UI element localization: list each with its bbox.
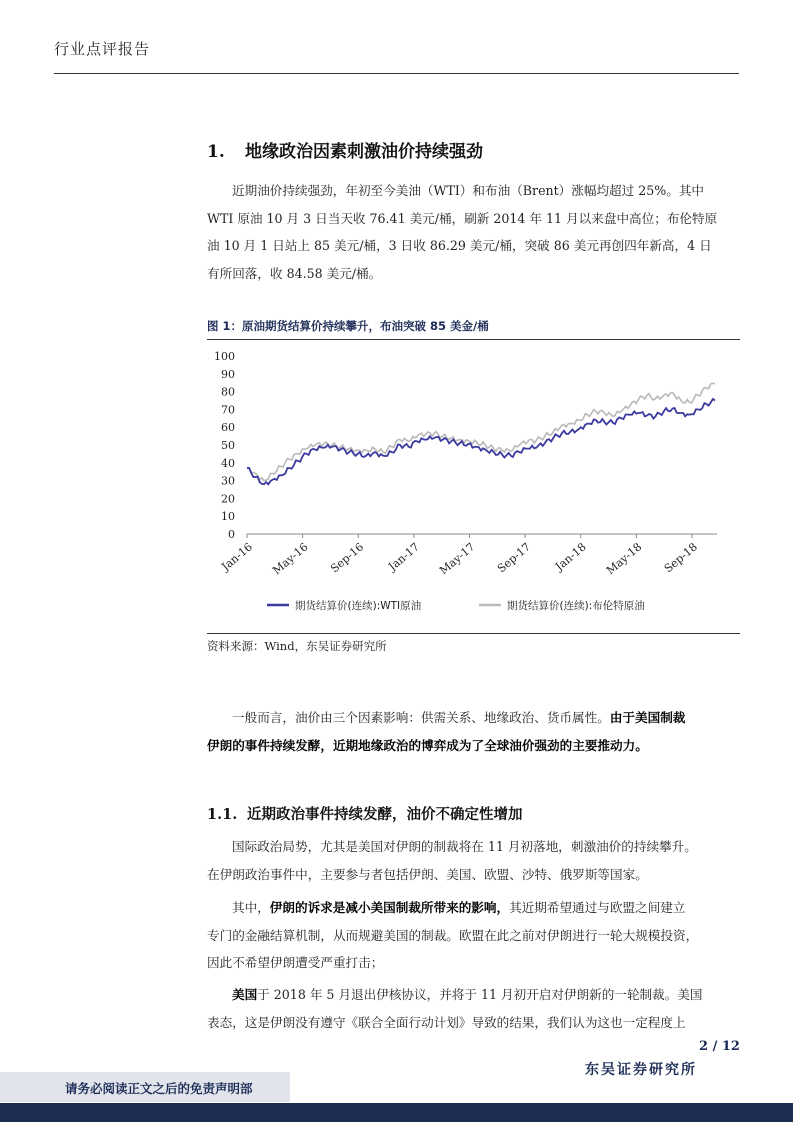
para4-line2: 专门的金融结算机制，从而规避美国的制裁。欧盟在此之前对伊朗进行一轮大规模投资， xyxy=(207,927,699,943)
paragraph-5 xyxy=(207,981,737,1036)
org-name: 东吴证券研究所 xyxy=(585,1062,697,1078)
x-tick-label: May-16 xyxy=(270,540,311,578)
figure-source: 资料来源：Wind，东吴证券研究所 xyxy=(207,639,387,653)
section-1-heading xyxy=(207,137,483,162)
section-1-number: 1. xyxy=(207,142,225,162)
paragraph-4 xyxy=(207,894,737,977)
para1-line: 油 10 月 1 日站上 85 美元/桶，3 日收 86.29 美元/桶，突破 86 美元再创四年新高，4 日 xyxy=(207,238,712,253)
legend-label: 期货结算价(连续):布伦特原油 xyxy=(507,600,645,612)
x-tick-label: May-17 xyxy=(437,540,478,578)
para1-line: 近期油价持续强劲，年初至今美油（WTI）和布油（Brent）涨幅均超过 25%。其中 xyxy=(232,183,705,198)
y-tick-label: 0 xyxy=(228,528,235,541)
y-tick-label: 60 xyxy=(221,421,235,435)
section-1-1-title: 近期政治事件持续发酵，油价不确定性增加 xyxy=(247,806,523,823)
figure-frame xyxy=(207,339,740,634)
y-tick-label: 20 xyxy=(221,492,235,506)
para4-line3: 因此不希望伊朗遭受严重打击； xyxy=(207,955,384,970)
brent-series-line xyxy=(247,383,715,480)
y-tick-label: 50 xyxy=(221,439,235,452)
paragraph-3 xyxy=(207,833,737,888)
wti-series-line xyxy=(247,399,715,484)
x-tick-label: Sep-16 xyxy=(328,540,367,576)
header-rule xyxy=(54,73,739,74)
para4-line1 xyxy=(207,894,737,922)
y-tick-label: 10 xyxy=(221,510,235,524)
y-tick-label: 30 xyxy=(221,474,235,488)
section-1-1-number: 1.1. xyxy=(207,806,238,823)
para5-line2: 表态，这是伊朗没有遵守《联合全面行动计划》导致的结果，我们认为这也一定程度上 xyxy=(207,1014,686,1030)
y-tick-label: 90 xyxy=(221,367,235,381)
legend-label: 期货结算价(连续):WTI原油 xyxy=(295,600,422,612)
para3-line: 在伊朗政治事件中，主要参与者包括伊朗、美国、欧盟、沙特、俄罗斯等国家。 xyxy=(207,866,648,882)
para2-line1 xyxy=(207,704,737,732)
oil-price-chart xyxy=(207,340,740,633)
y-tick-label: 80 xyxy=(221,385,235,399)
section-1-paragraph xyxy=(207,177,737,287)
para2-bold2: 伊朗的事件持续发酵，近期地缘政治的博弈成为了全球油价强劲的主要推动力。 xyxy=(207,737,648,753)
x-tick-label: Sep-17 xyxy=(494,540,534,576)
para5-rest: 于 2018 年 5 月退出伊核协议，并将于 11 月初开启对伊朗新的一轮制裁。美国 xyxy=(257,987,703,1002)
disclaimer-text: 请务必阅读正文之后的免责声明部 xyxy=(65,1081,253,1096)
x-tick-label: Jan-17 xyxy=(386,540,422,574)
para1-line: WTI 原油 10 月 3 日当天收 76.41 美元/桶，刷新 2014 年 11 月以来盘中高位；布伦特原 xyxy=(207,210,718,226)
para2-bold1: 由于美国制裁 xyxy=(609,710,686,725)
x-tick-label: May-18 xyxy=(603,540,645,578)
disclaimer-banner xyxy=(0,1072,290,1102)
para4-rest: 其近期希望通过与欧盟之间建立 xyxy=(509,900,686,915)
footer-bar xyxy=(0,1103,793,1122)
y-tick-label: 40 xyxy=(221,456,235,470)
y-tick-label: 100 xyxy=(214,350,235,363)
para3-line: 国际政治局势，尤其是美国对伊朗的制裁将在 11 月初落地，刺激油价的持续攀升。 xyxy=(232,839,697,854)
paragraph-2 xyxy=(207,704,737,759)
para1-line: 有所回落，收 84.58 美元/桶。 xyxy=(207,265,382,281)
para5-line1 xyxy=(207,981,737,1009)
x-tick-label: Jan-16 xyxy=(219,540,255,574)
para4-bold: 伊朗的诉求是减小美国制裁所带来的影响， xyxy=(269,900,510,915)
figure-caption: 图 1：原油期货结算价持续攀升，布油突破 85 美金/桶 xyxy=(207,319,489,333)
report-type-label: 行业点评报告 xyxy=(54,40,151,58)
y-tick-label: 70 xyxy=(221,403,235,417)
para2-lead: 一般而言，油价由三个因素影响：供需关系、地缘政治、货币属性。 xyxy=(232,710,610,725)
x-tick-label: Sep-18 xyxy=(661,540,700,576)
para5-bold: 美国 xyxy=(232,987,258,1002)
para4-lead: 其中， xyxy=(232,900,270,915)
section-1-1-heading xyxy=(207,803,523,824)
para2-line2 xyxy=(207,732,737,760)
x-tick-label: Jan-18 xyxy=(552,540,589,574)
section-1-title: 地缘政治因素刺激油价持续强劲 xyxy=(245,142,483,162)
page-number: 2 / 12 xyxy=(699,1039,740,1054)
